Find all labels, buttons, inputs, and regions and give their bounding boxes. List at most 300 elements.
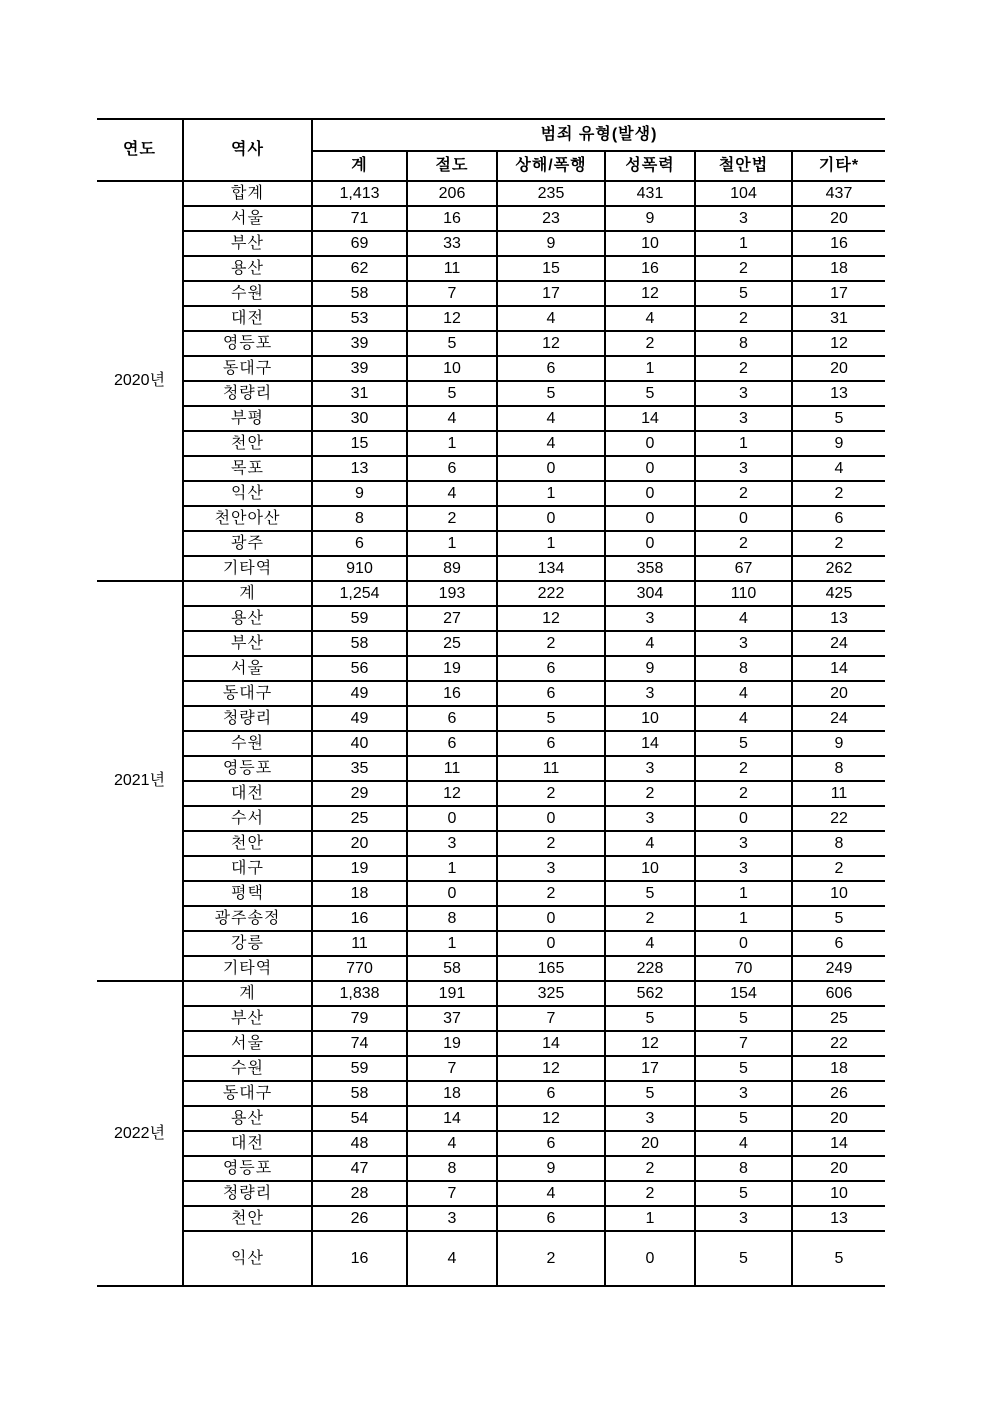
- value-cell: 12: [407, 306, 497, 331]
- value-cell: 9: [497, 231, 605, 256]
- table-row: [97, 1006, 885, 1031]
- value-cell: 5: [497, 381, 605, 406]
- value-cell: 1: [605, 356, 695, 381]
- value-cell: 17: [497, 281, 605, 306]
- value-cell: 4: [695, 606, 792, 631]
- value-cell: 2: [695, 356, 792, 381]
- station-cell: 청량리: [183, 706, 312, 731]
- value-cell: 2: [792, 531, 885, 556]
- value-cell: 0: [605, 531, 695, 556]
- table-row: [97, 1081, 885, 1106]
- value-cell: 165: [497, 956, 605, 981]
- table-row: [97, 206, 885, 231]
- header-subcolumn: 철안법: [695, 151, 792, 181]
- table-row: [97, 606, 885, 631]
- value-cell: 70: [695, 956, 792, 981]
- value-cell: 5: [695, 731, 792, 756]
- value-cell: 5: [695, 1106, 792, 1131]
- value-cell: 437: [792, 181, 885, 206]
- value-cell: 0: [497, 906, 605, 931]
- value-cell: 8: [792, 831, 885, 856]
- value-cell: 20: [312, 831, 407, 856]
- crime-statistics-table: [97, 118, 885, 1287]
- value-cell: 16: [605, 256, 695, 281]
- value-cell: 12: [792, 331, 885, 356]
- value-cell: 1,254: [312, 581, 407, 606]
- station-cell: 광주: [183, 531, 312, 556]
- value-cell: 11: [312, 931, 407, 956]
- year-cell: 2022년: [97, 981, 183, 1286]
- station-cell: 수원: [183, 731, 312, 756]
- value-cell: 9: [605, 206, 695, 231]
- value-cell: 6: [312, 531, 407, 556]
- header-subcolumn: 절도: [407, 151, 497, 181]
- value-cell: 2: [497, 631, 605, 656]
- value-cell: 7: [695, 1031, 792, 1056]
- table-body: [97, 181, 885, 1286]
- table-row: [97, 556, 885, 581]
- value-cell: 20: [792, 681, 885, 706]
- value-cell: 1: [497, 531, 605, 556]
- station-cell: 수서: [183, 806, 312, 831]
- header-year: 연도: [97, 119, 183, 181]
- station-cell: 수원: [183, 1056, 312, 1081]
- header-subcolumn: 기타*: [792, 151, 885, 181]
- value-cell: 304: [605, 581, 695, 606]
- value-cell: 1: [695, 881, 792, 906]
- value-cell: 8: [695, 656, 792, 681]
- value-cell: 56: [312, 656, 407, 681]
- table-row: [97, 856, 885, 881]
- value-cell: 10: [407, 356, 497, 381]
- value-cell: 5: [695, 1056, 792, 1081]
- value-cell: 12: [497, 1106, 605, 1131]
- table-row: [97, 1206, 885, 1231]
- value-cell: 20: [792, 356, 885, 381]
- value-cell: 0: [695, 806, 792, 831]
- value-cell: 2: [695, 756, 792, 781]
- value-cell: 3: [605, 1106, 695, 1131]
- value-cell: 0: [407, 881, 497, 906]
- value-cell: 1: [407, 431, 497, 456]
- value-cell: 1: [695, 906, 792, 931]
- value-cell: 0: [605, 481, 695, 506]
- value-cell: 53: [312, 306, 407, 331]
- value-cell: 0: [497, 806, 605, 831]
- station-cell: 목포: [183, 456, 312, 481]
- value-cell: 1: [407, 931, 497, 956]
- table-row: [97, 1056, 885, 1081]
- station-cell: 청량리: [183, 381, 312, 406]
- value-cell: 154: [695, 981, 792, 1006]
- value-cell: 14: [605, 406, 695, 431]
- table-row: [97, 931, 885, 956]
- station-cell: 부산: [183, 631, 312, 656]
- value-cell: 5: [605, 1006, 695, 1031]
- station-cell: 영등포: [183, 331, 312, 356]
- value-cell: 22: [792, 806, 885, 831]
- value-cell: 1: [497, 481, 605, 506]
- value-cell: 24: [792, 631, 885, 656]
- station-cell: 대전: [183, 781, 312, 806]
- value-cell: 1,413: [312, 181, 407, 206]
- value-cell: 49: [312, 706, 407, 731]
- value-cell: 59: [312, 1056, 407, 1081]
- table-row: [97, 581, 885, 606]
- value-cell: 12: [407, 781, 497, 806]
- value-cell: 4: [497, 1181, 605, 1206]
- value-cell: 6: [497, 656, 605, 681]
- station-cell: 강릉: [183, 931, 312, 956]
- station-cell: 대전: [183, 1131, 312, 1156]
- value-cell: 4: [605, 931, 695, 956]
- value-cell: 23: [497, 206, 605, 231]
- value-cell: 20: [792, 1156, 885, 1181]
- table-row: [97, 656, 885, 681]
- value-cell: 6: [497, 356, 605, 381]
- value-cell: 2: [605, 906, 695, 931]
- value-cell: 35: [312, 756, 407, 781]
- value-cell: 8: [695, 331, 792, 356]
- value-cell: 770: [312, 956, 407, 981]
- value-cell: 206: [407, 181, 497, 206]
- value-cell: 27: [407, 606, 497, 631]
- header-subcolumn: 계: [312, 151, 407, 181]
- table-row: [97, 356, 885, 381]
- station-cell: 수원: [183, 281, 312, 306]
- value-cell: 54: [312, 1106, 407, 1131]
- value-cell: 5: [605, 1081, 695, 1106]
- value-cell: 425: [792, 581, 885, 606]
- value-cell: 606: [792, 981, 885, 1006]
- table-row: [97, 406, 885, 431]
- table-row: [97, 256, 885, 281]
- value-cell: 3: [695, 631, 792, 656]
- value-cell: 3: [695, 456, 792, 481]
- station-cell: 익산: [183, 481, 312, 506]
- value-cell: 29: [312, 781, 407, 806]
- value-cell: 20: [792, 206, 885, 231]
- table-row: [97, 531, 885, 556]
- value-cell: 19: [312, 856, 407, 881]
- value-cell: 6: [407, 706, 497, 731]
- table-row: [97, 681, 885, 706]
- value-cell: 5: [792, 906, 885, 931]
- value-cell: 2: [605, 331, 695, 356]
- value-cell: 18: [312, 881, 407, 906]
- value-cell: 16: [407, 681, 497, 706]
- value-cell: 4: [605, 306, 695, 331]
- table-row: [97, 981, 885, 1006]
- value-cell: 2: [695, 531, 792, 556]
- value-cell: 59: [312, 606, 407, 631]
- value-cell: 0: [605, 1231, 695, 1286]
- station-cell: 대전: [183, 306, 312, 331]
- value-cell: 15: [497, 256, 605, 281]
- value-cell: 325: [497, 981, 605, 1006]
- year-cell: 2020년: [97, 181, 183, 581]
- value-cell: 4: [407, 1231, 497, 1286]
- value-cell: 14: [792, 656, 885, 681]
- value-cell: 8: [407, 1156, 497, 1181]
- station-cell: 광주송정: [183, 906, 312, 931]
- value-cell: 8: [695, 1156, 792, 1181]
- station-cell: 부평: [183, 406, 312, 431]
- station-cell: 동대구: [183, 681, 312, 706]
- station-cell: 동대구: [183, 356, 312, 381]
- value-cell: 0: [605, 456, 695, 481]
- value-cell: 1: [407, 856, 497, 881]
- station-cell: 영등포: [183, 1156, 312, 1181]
- value-cell: 48: [312, 1131, 407, 1156]
- value-cell: 3: [605, 806, 695, 831]
- station-cell: 서울: [183, 656, 312, 681]
- value-cell: 69: [312, 231, 407, 256]
- value-cell: 47: [312, 1156, 407, 1181]
- value-cell: 16: [312, 1231, 407, 1286]
- value-cell: 191: [407, 981, 497, 1006]
- value-cell: 5: [407, 331, 497, 356]
- station-cell: 용산: [183, 256, 312, 281]
- table-row: [97, 1131, 885, 1156]
- value-cell: 25: [407, 631, 497, 656]
- value-cell: 0: [497, 931, 605, 956]
- value-cell: 20: [792, 1106, 885, 1131]
- year-cell: 2021년: [97, 581, 183, 981]
- station-cell: 천안: [183, 1206, 312, 1231]
- station-cell: 계: [183, 581, 312, 606]
- value-cell: 262: [792, 556, 885, 581]
- value-cell: 19: [407, 1031, 497, 1056]
- table-row: [97, 756, 885, 781]
- value-cell: 12: [497, 331, 605, 356]
- value-cell: 15: [312, 431, 407, 456]
- value-cell: 39: [312, 331, 407, 356]
- value-cell: 910: [312, 556, 407, 581]
- table-row: [97, 731, 885, 756]
- value-cell: 7: [407, 281, 497, 306]
- value-cell: 24: [792, 706, 885, 731]
- value-cell: 5: [605, 381, 695, 406]
- header-subcolumn: 상해/폭행: [497, 151, 605, 181]
- station-cell: 용산: [183, 1106, 312, 1131]
- value-cell: 10: [792, 881, 885, 906]
- value-cell: 249: [792, 956, 885, 981]
- value-cell: 22: [792, 1031, 885, 1056]
- value-cell: 5: [497, 706, 605, 731]
- table-row: [97, 906, 885, 931]
- value-cell: 2: [497, 781, 605, 806]
- value-cell: 6: [792, 931, 885, 956]
- station-cell: 동대구: [183, 1081, 312, 1106]
- value-cell: 1,838: [312, 981, 407, 1006]
- station-cell: 부산: [183, 1006, 312, 1031]
- value-cell: 2: [605, 1181, 695, 1206]
- value-cell: 30: [312, 406, 407, 431]
- value-cell: 1: [695, 231, 792, 256]
- value-cell: 4: [497, 406, 605, 431]
- value-cell: 10: [605, 856, 695, 881]
- value-cell: 3: [605, 756, 695, 781]
- header-crime-group: 범죄 유형(발생): [312, 119, 885, 151]
- value-cell: 2: [792, 481, 885, 506]
- value-cell: 89: [407, 556, 497, 581]
- value-cell: 0: [695, 506, 792, 531]
- value-cell: 2: [605, 781, 695, 806]
- value-cell: 16: [407, 206, 497, 231]
- value-cell: 14: [792, 1131, 885, 1156]
- value-cell: 10: [605, 706, 695, 731]
- value-cell: 0: [407, 806, 497, 831]
- value-cell: 17: [605, 1056, 695, 1081]
- station-cell: 영등포: [183, 756, 312, 781]
- value-cell: 6: [407, 456, 497, 481]
- value-cell: 0: [605, 506, 695, 531]
- value-cell: 26: [312, 1206, 407, 1231]
- value-cell: 2: [695, 306, 792, 331]
- value-cell: 0: [605, 431, 695, 456]
- value-cell: 12: [605, 1031, 695, 1056]
- value-cell: 9: [792, 431, 885, 456]
- table-row: [97, 281, 885, 306]
- value-cell: 6: [497, 1131, 605, 1156]
- value-cell: 5: [605, 881, 695, 906]
- value-cell: 6: [497, 1081, 605, 1106]
- value-cell: 18: [792, 1056, 885, 1081]
- value-cell: 17: [792, 281, 885, 306]
- value-cell: 4: [695, 1131, 792, 1156]
- value-cell: 14: [605, 731, 695, 756]
- value-cell: 3: [695, 831, 792, 856]
- value-cell: 5: [792, 406, 885, 431]
- value-cell: 7: [497, 1006, 605, 1031]
- value-cell: 2: [695, 481, 792, 506]
- value-cell: 5: [695, 281, 792, 306]
- table-row: [97, 806, 885, 831]
- station-cell: 기타역: [183, 556, 312, 581]
- value-cell: 8: [312, 506, 407, 531]
- value-cell: 62: [312, 256, 407, 281]
- value-cell: 4: [695, 681, 792, 706]
- value-cell: 16: [792, 231, 885, 256]
- table-row: [97, 481, 885, 506]
- table-row: [97, 306, 885, 331]
- table-row: [97, 706, 885, 731]
- value-cell: 9: [792, 731, 885, 756]
- value-cell: 4: [792, 456, 885, 481]
- value-cell: 58: [312, 1081, 407, 1106]
- value-cell: 3: [695, 856, 792, 881]
- station-cell: 서울: [183, 1031, 312, 1056]
- value-cell: 228: [605, 956, 695, 981]
- station-cell: 서울: [183, 206, 312, 231]
- value-cell: 33: [407, 231, 497, 256]
- value-cell: 2: [792, 856, 885, 881]
- value-cell: 222: [497, 581, 605, 606]
- value-cell: 4: [605, 631, 695, 656]
- value-cell: 4: [497, 306, 605, 331]
- station-cell: 천안아산: [183, 506, 312, 531]
- table-row: [97, 331, 885, 356]
- table-row: [97, 1181, 885, 1206]
- value-cell: 7: [407, 1181, 497, 1206]
- station-cell: 합계: [183, 181, 312, 206]
- value-cell: 37: [407, 1006, 497, 1031]
- value-cell: 358: [605, 556, 695, 581]
- value-cell: 4: [407, 406, 497, 431]
- value-cell: 58: [407, 956, 497, 981]
- value-cell: 9: [312, 481, 407, 506]
- station-cell: 기타역: [183, 956, 312, 981]
- value-cell: 28: [312, 1181, 407, 1206]
- value-cell: 13: [792, 606, 885, 631]
- value-cell: 31: [792, 306, 885, 331]
- header-subcolumn: 성폭력: [605, 151, 695, 181]
- value-cell: 14: [497, 1031, 605, 1056]
- station-cell: 계: [183, 981, 312, 1006]
- value-cell: 3: [695, 1081, 792, 1106]
- value-cell: 13: [312, 456, 407, 481]
- value-cell: 4: [407, 481, 497, 506]
- value-cell: 6: [497, 731, 605, 756]
- station-cell: 대구: [183, 856, 312, 881]
- table-row: [97, 431, 885, 456]
- value-cell: 6: [792, 506, 885, 531]
- value-cell: 11: [497, 756, 605, 781]
- value-cell: 4: [407, 1131, 497, 1156]
- value-cell: 3: [695, 406, 792, 431]
- value-cell: 18: [792, 256, 885, 281]
- value-cell: 8: [407, 906, 497, 931]
- table-row: [97, 231, 885, 256]
- value-cell: 3: [695, 206, 792, 231]
- station-cell: 부산: [183, 231, 312, 256]
- value-cell: 2: [695, 256, 792, 281]
- value-cell: 10: [792, 1181, 885, 1206]
- value-cell: 74: [312, 1031, 407, 1056]
- value-cell: 2: [605, 1156, 695, 1181]
- table-row: [97, 956, 885, 981]
- value-cell: 67: [695, 556, 792, 581]
- value-cell: 3: [695, 381, 792, 406]
- value-cell: 562: [605, 981, 695, 1006]
- table-row: [97, 631, 885, 656]
- value-cell: 20: [605, 1131, 695, 1156]
- value-cell: 7: [407, 1056, 497, 1081]
- table-row: [97, 381, 885, 406]
- value-cell: 193: [407, 581, 497, 606]
- value-cell: 3: [695, 1206, 792, 1231]
- value-cell: 25: [792, 1006, 885, 1031]
- value-cell: 26: [792, 1081, 885, 1106]
- value-cell: 6: [497, 681, 605, 706]
- value-cell: 2: [695, 781, 792, 806]
- value-cell: 9: [605, 656, 695, 681]
- table-row: [97, 1106, 885, 1131]
- value-cell: 0: [497, 456, 605, 481]
- value-cell: 3: [407, 831, 497, 856]
- value-cell: 5: [695, 1181, 792, 1206]
- value-cell: 0: [695, 931, 792, 956]
- value-cell: 58: [312, 631, 407, 656]
- value-cell: 25: [312, 806, 407, 831]
- value-cell: 2: [407, 506, 497, 531]
- value-cell: 9: [497, 1156, 605, 1181]
- value-cell: 2: [497, 831, 605, 856]
- value-cell: 6: [407, 731, 497, 756]
- value-cell: 3: [407, 1206, 497, 1231]
- value-cell: 1: [695, 431, 792, 456]
